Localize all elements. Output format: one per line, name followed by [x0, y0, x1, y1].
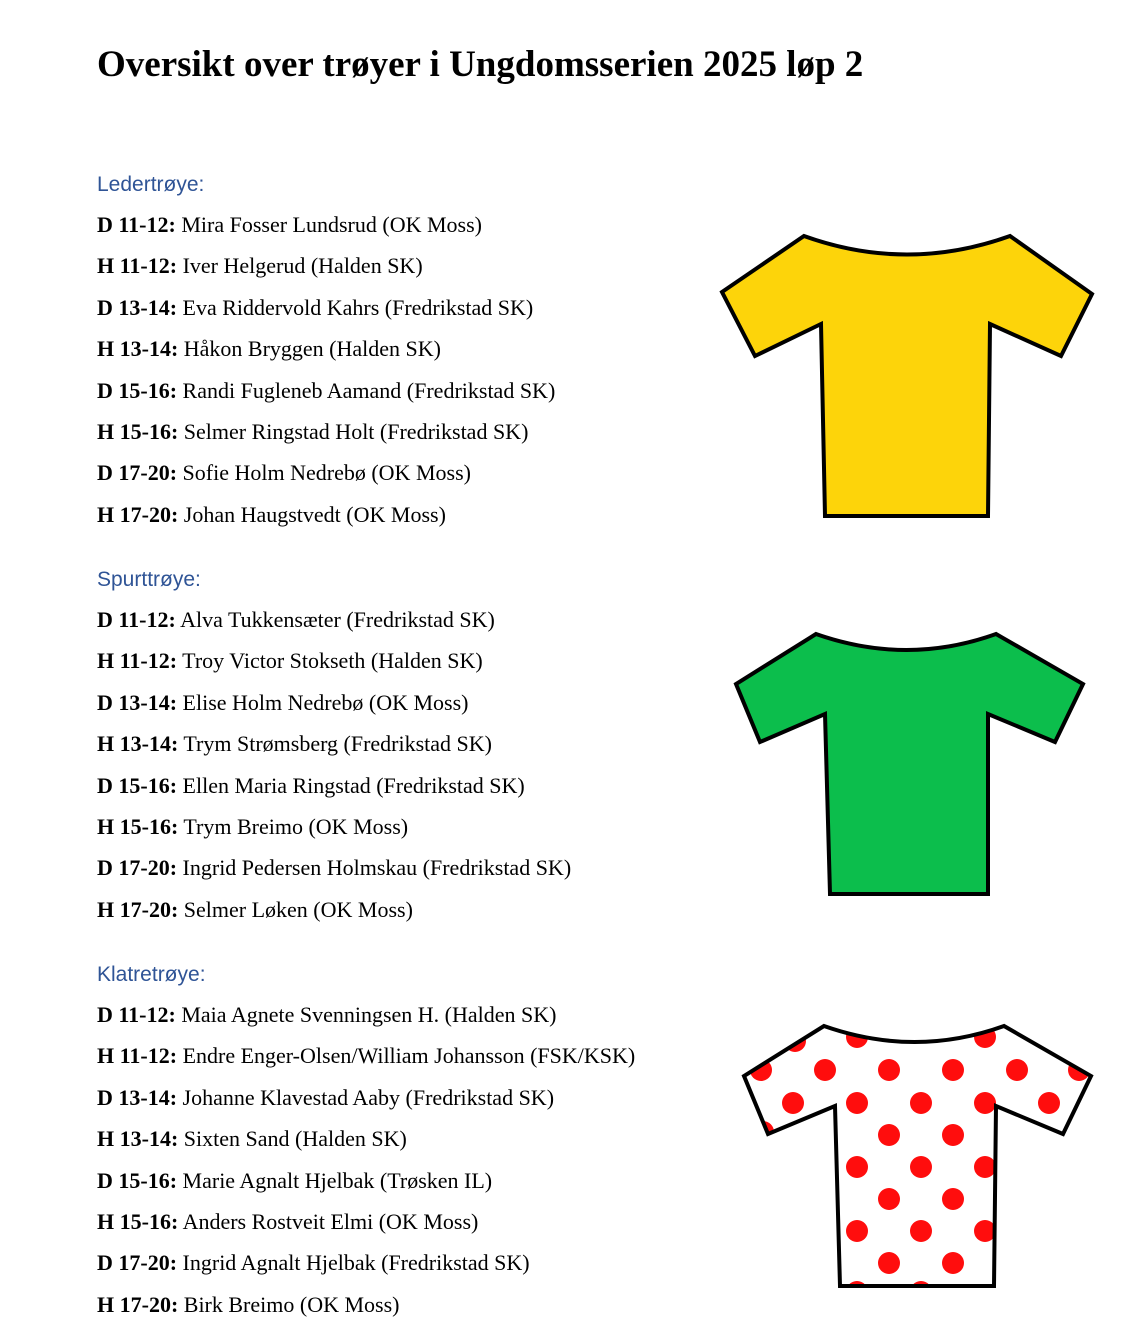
polka-dot — [1038, 1092, 1060, 1114]
entry-name: Trym Breimo (OK Moss) — [183, 813, 409, 839]
entry-name: Randi Fugleneb Aamand (Fredrikstad SK) — [182, 377, 556, 403]
jersey-body — [736, 634, 1083, 894]
entry-list — [97, 212, 555, 543]
list-item — [97, 897, 571, 938]
jersey-body — [722, 236, 1092, 516]
list-item — [97, 1126, 635, 1167]
page-title: Oversikt over trøyer i Ungdomsserien 2025 løp 2 — [97, 44, 864, 85]
polka-dot — [910, 1220, 932, 1242]
green-jersey-icon — [732, 628, 1088, 902]
list-item — [97, 1292, 635, 1333]
entry-name: Troy Victor Stokseth (Halden SK) — [182, 648, 483, 674]
polka-dot — [814, 1059, 836, 1081]
list-item — [97, 419, 555, 460]
list-item — [97, 378, 555, 419]
list-item — [97, 1168, 635, 1209]
list-item — [97, 648, 571, 689]
list-item — [97, 814, 571, 855]
entry-name: Selmer Løken (OK Moss) — [183, 896, 413, 922]
entry-name: Selmer Ringstad Holt (Fredrikstad SK) — [183, 418, 529, 444]
list-item — [97, 690, 571, 731]
polka-dot — [878, 1059, 900, 1081]
entry-class: D 13-14: — [97, 689, 178, 715]
polka-dot — [942, 1124, 964, 1146]
entry-name: Johan Haugstvedt (OK Moss) — [183, 501, 446, 527]
polka-dot — [814, 1252, 836, 1274]
list-item — [97, 731, 571, 772]
entry-name: Eva Riddervold Kahrs (Fredrikstad SK) — [182, 294, 534, 320]
entry-class: H 17-20: — [97, 896, 179, 922]
entry-name: Mira Fosser Lundsrud (OK Moss) — [181, 212, 482, 237]
entry-class: D 17-20: — [97, 855, 178, 881]
list-item — [97, 773, 571, 814]
entry-name: Håkon Bryggen (Halden SK) — [183, 336, 441, 362]
polka-dot — [942, 1059, 964, 1081]
entry-class: D 15-16: — [97, 772, 178, 798]
yellow-jersey-icon — [718, 228, 1098, 524]
polka-dot — [974, 1092, 996, 1114]
list-item — [97, 1085, 635, 1126]
section-heading: Spurttrøye: — [97, 568, 201, 591]
polka-dot — [910, 1156, 932, 1178]
list-item — [97, 460, 555, 501]
entry-list — [97, 607, 571, 938]
entry-class: H 15-16: — [97, 1208, 179, 1234]
list-item — [97, 336, 555, 377]
list-item — [97, 295, 555, 336]
polka-dot — [846, 1220, 868, 1242]
list-item — [97, 502, 555, 543]
section-klatretroye — [97, 962, 635, 1333]
entry-class: H 13-14: — [97, 731, 179, 757]
polka-dot — [1006, 1059, 1028, 1081]
entry-name: Ingrid Pedersen Holmskau (Fredrikstad SK) — [182, 855, 572, 881]
entry-name: Sofie Holm Nedrebø (OK Moss) — [182, 460, 471, 486]
polka-dot — [814, 1188, 836, 1210]
entry-name: Ingrid Agnalt Hjelbak (Fredrikstad SK) — [182, 1250, 530, 1276]
entry-name: Elise Holm Nedrebø (OK Moss) — [182, 689, 469, 715]
entry-class: H 11-12: — [97, 253, 178, 279]
entry-class: H 15-16: — [97, 418, 179, 444]
section-heading: Ledertrøye: — [97, 173, 205, 196]
entry-class: H 11-12: — [97, 648, 178, 674]
entry-name: Maia Agnete Svenningsen H. (Halden SK) — [181, 1002, 557, 1027]
entry-class: H 13-14: — [97, 1126, 179, 1152]
entry-name: Ellen Maria Ringstad (Fredrikstad SK) — [182, 772, 525, 798]
entry-class: D 17-20: — [97, 460, 178, 486]
entry-class: D 11-12: — [97, 607, 176, 632]
entry-class: D 11-12: — [97, 212, 176, 237]
list-item — [97, 1209, 635, 1250]
entry-name: Iver Helgerud (Halden SK) — [182, 253, 423, 279]
entry-name: Johanne Klavestad Aaby (Fredrikstad SK) — [182, 1084, 555, 1110]
entry-name: Birk Breimo (OK Moss) — [183, 1291, 400, 1317]
entry-class: H 13-14: — [97, 336, 179, 362]
list-item — [97, 1002, 635, 1043]
polka-dot — [846, 1092, 868, 1114]
list-item — [97, 607, 571, 648]
entry-name: Anders Rostveit Elmi (OK Moss) — [182, 1208, 479, 1234]
entry-class: D 15-16: — [97, 377, 178, 403]
list-item — [97, 253, 555, 294]
entry-class: H 17-20: — [97, 1291, 179, 1317]
polka-dot-jersey-icon — [740, 1020, 1096, 1292]
polka-dot — [974, 1156, 996, 1178]
polka-dot — [782, 1092, 804, 1114]
entry-class: D 13-14: — [97, 294, 178, 320]
list-item — [97, 212, 555, 253]
polka-dot — [846, 1156, 868, 1178]
entry-class: D 15-16: — [97, 1167, 178, 1193]
list-item — [97, 855, 571, 896]
entry-class: D 11-12: — [97, 1002, 176, 1027]
entry-class: H 17-20: — [97, 501, 179, 527]
polka-dot — [878, 1124, 900, 1146]
entry-name: Endre Enger-Olsen/William Johansson (FSK/KSK) — [182, 1043, 636, 1069]
jersey-body — [744, 1026, 1091, 1286]
polka-dot — [814, 1124, 836, 1146]
polka-dot — [878, 1252, 900, 1274]
list-item — [97, 1043, 635, 1084]
list-item — [97, 1250, 635, 1291]
entry-class: D 13-14: — [97, 1084, 178, 1110]
polka-dot — [878, 1188, 900, 1210]
entry-list — [97, 1002, 635, 1333]
polka-dot — [942, 1188, 964, 1210]
entry-name: Alva Tukkensæter (Fredrikstad SK) — [180, 607, 495, 632]
polka-dot — [910, 1092, 932, 1114]
entry-name: Sixten Sand (Halden SK) — [183, 1126, 407, 1152]
entry-name: Trym Strømsberg (Fredrikstad SK) — [183, 731, 492, 757]
polka-dot — [942, 1252, 964, 1274]
entry-class: H 11-12: — [97, 1043, 178, 1069]
section-spurttroye — [97, 567, 571, 938]
entry-class: D 17-20: — [97, 1250, 178, 1276]
section-ledertroye — [97, 172, 555, 543]
entry-class: H 15-16: — [97, 813, 179, 839]
section-heading: Klatretrøye: — [97, 963, 206, 986]
entry-name: Marie Agnalt Hjelbak (Trøsken IL) — [182, 1167, 493, 1193]
